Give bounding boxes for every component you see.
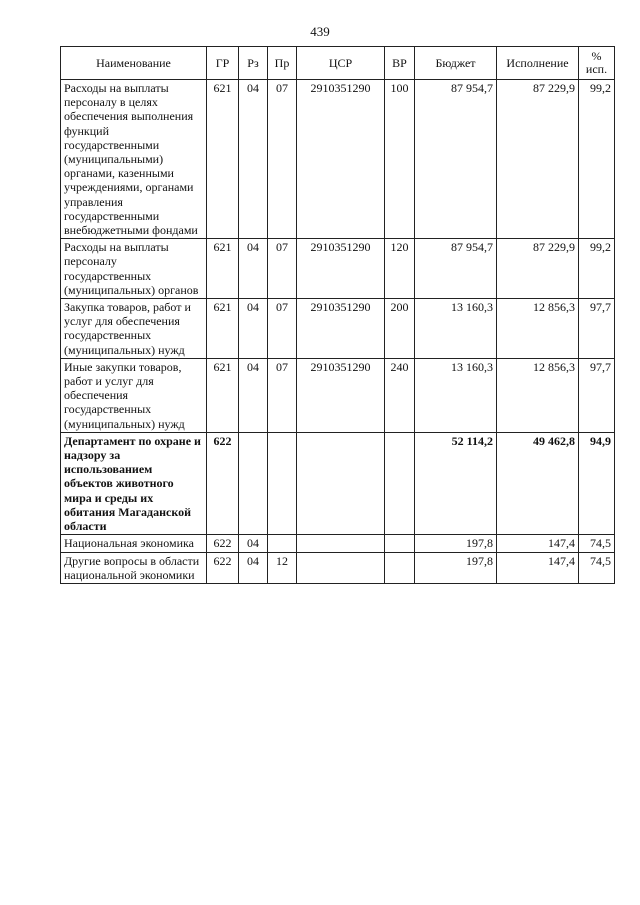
row-name: Национальная экономика [61,535,207,552]
table-row [61,535,615,552]
row-pr: 07 [268,299,297,359]
row-csr [297,552,385,583]
row-percent: 74,5 [579,552,615,583]
row-gr: 621 [207,299,239,359]
row-budget: 52 114,2 [415,432,497,534]
row-rz: 04 [239,239,268,299]
row-vr [385,535,415,552]
row-pr: 07 [268,80,297,239]
row-rz: 04 [239,535,268,552]
header-percent [579,47,615,80]
row-vr [385,552,415,583]
row-pr: 12 [268,552,297,583]
row-name: Иные закупки товаров, работ и услуг для обеспечения государственных (муниципальных) нужд [61,358,207,432]
row-csr: 2910351290 [297,299,385,359]
row-gr: 621 [207,80,239,239]
row-pr: 07 [268,239,297,299]
row-vr: 240 [385,358,415,432]
row-name: Расходы на выплаты персоналу в целях обеспечения выполнения функций государственными (муниципальными) органами, казенными учреждениями, органами управления государственными внебюджетными фондами [61,80,207,239]
page-number: 439 [310,24,330,39]
budget-execution-table [60,46,615,584]
row-vr: 200 [385,299,415,359]
table-row [61,358,615,432]
row-csr: 2910351290 [297,358,385,432]
row-execution: 12 856,3 [497,358,579,432]
header-name: Наименование [61,47,207,80]
row-execution: 49 462,8 [497,432,579,534]
row-execution: 87 229,9 [497,239,579,299]
row-csr [297,535,385,552]
row-execution: 87 229,9 [497,80,579,239]
row-vr [385,432,415,534]
row-execution: 12 856,3 [497,299,579,359]
table-row [61,80,615,239]
row-budget: 197,8 [415,552,497,583]
row-rz: 04 [239,358,268,432]
row-name: Департамент по охране и надзору за использованием объектов животного мира и среды их обитания Магаданской области [61,432,207,534]
row-percent: 94,9 [579,432,615,534]
row-vr: 100 [385,80,415,239]
header-execution: Исполнение [497,47,579,80]
row-percent: 99,2 [579,239,615,299]
row-budget: 197,8 [415,535,497,552]
row-name: Расходы на выплаты персоналу государственных (муниципальных) органов [61,239,207,299]
row-percent: 74,5 [579,535,615,552]
row-vr: 120 [385,239,415,299]
row-rz: 04 [239,299,268,359]
row-budget: 13 160,3 [415,299,497,359]
row-name: Закупка товаров, работ и услуг для обеспечения государственных (муниципальных) нужд [61,299,207,359]
header-vr: ВР [385,47,415,80]
row-execution: 147,4 [497,535,579,552]
table-header-row [61,47,615,80]
row-name: Другие вопросы в области национальной экономики [61,552,207,583]
row-rz [239,432,268,534]
header-percent-label: исп. [585,62,608,76]
row-csr [297,432,385,534]
table-row [61,552,615,583]
table-row [61,299,615,359]
row-pr [268,535,297,552]
row-gr: 622 [207,535,239,552]
row-budget: 87 954,7 [415,239,497,299]
row-gr: 622 [207,552,239,583]
row-pr: 07 [268,358,297,432]
row-gr: 621 [207,358,239,432]
row-pr [268,432,297,534]
row-percent: 97,7 [579,358,615,432]
row-rz: 04 [239,552,268,583]
row-rz: 04 [239,80,268,239]
header-gr: ГР [207,47,239,80]
row-gr: 621 [207,239,239,299]
header-percent-symbol: % [591,49,602,63]
header-pr: Пр [268,47,297,80]
row-csr: 2910351290 [297,80,385,239]
row-budget: 87 954,7 [415,80,497,239]
row-percent: 99,2 [579,80,615,239]
header-budget: Бюджет [415,47,497,80]
row-gr: 622 [207,432,239,534]
row-budget: 13 160,3 [415,358,497,432]
header-rz: Рз [239,47,268,80]
row-percent: 97,7 [579,299,615,359]
table-row [61,239,615,299]
header-csr: ЦСР [297,47,385,80]
table-row-department [61,432,615,534]
row-execution: 147,4 [497,552,579,583]
row-csr: 2910351290 [297,239,385,299]
